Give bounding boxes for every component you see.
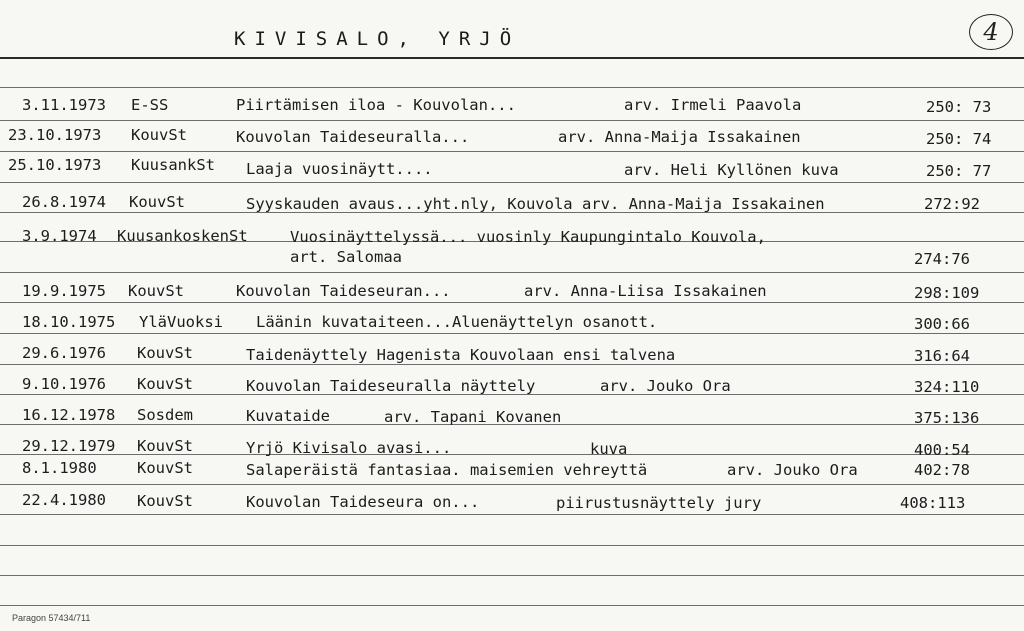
entry-paper: YläVuoksi (139, 313, 223, 331)
entry-ref: 408:113 (900, 494, 966, 512)
entry-text: Läänin kuvataiteen...Aluenäyttelyn osanott. (256, 313, 658, 331)
entry-note: kuva (590, 440, 628, 458)
entry-text: Syyskauden avaus...yht.nly, Kouvola arv. Anna-Maija Issakainen (246, 195, 825, 213)
entry-date: 23.10.1973 (8, 126, 102, 144)
entry-note: arv. Anna-Liisa Issakainen (524, 282, 767, 300)
ruled-line (0, 87, 1024, 88)
entry-note: piirustusnäyttely jury (556, 494, 762, 512)
entry-paper: KouvSt (137, 492, 193, 510)
ruled-line (0, 364, 1024, 365)
entry-paper: KouvSt (137, 375, 193, 393)
entry-ref: 300:66 (914, 315, 970, 333)
ruled-line (0, 605, 1024, 606)
entry-date: 18.10.1975 (22, 313, 116, 331)
ruled-line (0, 272, 1024, 273)
entry-note: arv. Jouko Ora (600, 377, 731, 395)
entry-paper: Sosdem (137, 406, 193, 424)
ruled-line (0, 484, 1024, 485)
entry-ref: 250: 77 (926, 162, 992, 180)
entry-paper: KouvSt (129, 193, 185, 211)
entry-date: 22.4.1980 (22, 491, 106, 509)
entry-ref: 298:109 (914, 284, 980, 302)
entry-ref: 250: 74 (926, 130, 992, 148)
entry-text: Salaperäistä fantasiaa. maisemien vehreyttä (246, 461, 648, 479)
ruled-line (0, 182, 1024, 183)
entry-date: 16.12.1978 (22, 406, 116, 424)
entry-ref: 375:136 (914, 409, 980, 427)
entry-date: 26.8.1974 (22, 193, 106, 211)
ruled-line (0, 151, 1024, 152)
entry-text: Yrjö Kivisalo avasi... (246, 439, 452, 457)
entry-text: Laaja vuosinäytt.... (246, 160, 433, 178)
entry-ref: 274:76 (914, 250, 970, 268)
entry-paper: KouvSt (137, 459, 193, 477)
ruled-line (0, 333, 1024, 334)
entry-note: arv. Anna-Maija Issakainen (558, 128, 801, 146)
entry-paper: KouvSt (137, 437, 193, 455)
entry-ref: 324:110 (914, 378, 980, 396)
entry-paper: E-SS (131, 96, 169, 114)
entry-text: Kouvolan Taideseura on... (246, 493, 480, 511)
entry-paper: KuusankSt (131, 156, 215, 174)
entry-date: 25.10.1973 (8, 156, 102, 174)
entry-date: 3.9.1974 (22, 227, 97, 245)
entry-text: Kuvataide (246, 407, 330, 425)
entry-note: arv. Tapani Kovanen (384, 408, 562, 426)
ruled-line (0, 302, 1024, 303)
ruled-line (0, 575, 1024, 576)
entry-text: Piirtämisen iloa - Kouvolan... (236, 96, 516, 114)
entry-date: 29.12.1979 (22, 437, 116, 455)
ruled-line (0, 514, 1024, 515)
entry-date: 19.9.1975 (22, 282, 106, 300)
entry-paper: KuusankoskenSt (117, 227, 248, 245)
entry-note: arv. Jouko Ora (727, 461, 858, 479)
entry-date: 9.10.1976 (22, 375, 106, 393)
page-number-circle: 4 (969, 14, 1013, 50)
entry-date: 8.1.1980 (22, 459, 97, 477)
ruled-line (0, 545, 1024, 546)
entry-ref: 272:92 (924, 195, 980, 213)
entry-text: Kouvolan Taideseuran... (236, 282, 451, 300)
entry-text: Kouvolan Taideseuralla näyttely (246, 377, 536, 395)
entry-ref: 402:78 (914, 461, 970, 479)
card-imprint: Paragon 57434/711 (12, 613, 91, 623)
card-title: KIVISALO, YRJÖ (234, 28, 521, 50)
entry-note: arv. Irmeli Paavola (624, 96, 802, 114)
entry-text-continued: art. Salomaa (290, 248, 402, 266)
entry-ref: 400:54 (914, 441, 970, 459)
ruled-line (0, 120, 1024, 121)
entry-note: arv. Heli Kyllönen kuva (624, 161, 839, 179)
entry-paper: KouvSt (128, 282, 184, 300)
entry-text: Vuosinäyttelyssä... vuosinly Kaupungintalo Kouvola, (290, 228, 766, 246)
entry-date: 29.6.1976 (22, 344, 106, 362)
entry-paper: KouvSt (131, 126, 187, 144)
entry-ref: 250: 73 (926, 98, 992, 116)
entry-date: 3.11.1973 (22, 96, 106, 114)
entry-text: Taidenäyttely Hagenista Kouvolaan ensi talvena (246, 346, 676, 364)
header-rule (0, 57, 1024, 59)
entry-text: Kouvolan Taideseuralla... (236, 128, 470, 146)
entry-ref: 316:64 (914, 347, 970, 365)
entry-paper: KouvSt (137, 344, 193, 362)
